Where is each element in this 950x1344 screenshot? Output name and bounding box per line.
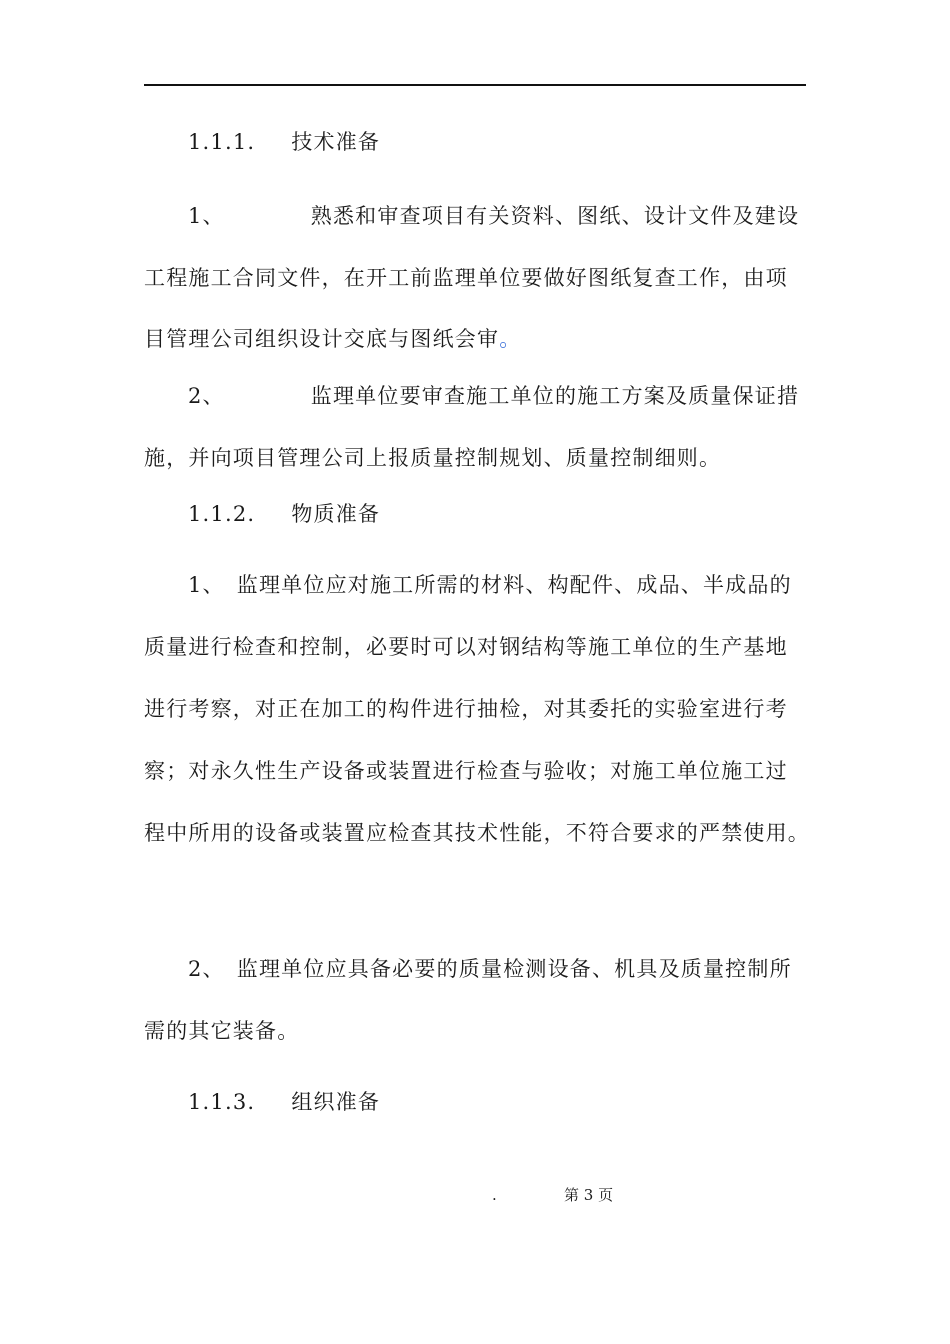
- section-heading-1-1-3: [188, 1090, 380, 1114]
- paragraph-line: 察；对永久性生产设备或装置进行检查与验收；对施工单位施工过: [144, 759, 788, 783]
- section-title: 物质准备: [291, 502, 381, 526]
- section-heading-1-1-1: [188, 130, 380, 154]
- item-number: 1、: [188, 573, 225, 597]
- page-number: 第 3 页: [564, 1186, 614, 1204]
- item-number: 2、: [188, 384, 225, 408]
- section-number: 1.1.3.: [188, 1090, 256, 1114]
- paragraph-line: 进行考察，对正在加工的构件进行抽检，对其委托的实验室进行考: [144, 697, 788, 721]
- paragraph-line: 施，并向项目管理公司上报质量控制规划、质量控制细则。: [144, 446, 722, 470]
- section-title: 组织准备: [291, 1090, 381, 1114]
- header-rule: [144, 84, 806, 86]
- section-title: 技术准备: [291, 130, 381, 154]
- paragraph-line: 质量进行检查和控制，必要时可以对钢结构等施工单位的生产基地: [144, 635, 788, 659]
- section-heading-1-1-2: [188, 502, 380, 526]
- section-number: 1.1.2.: [188, 502, 256, 526]
- paragraph-line: 目管理公司组织设计交底与图纸会审。: [144, 327, 522, 351]
- paragraph-line: 1、 熟悉和审查项目有关资料、图纸、设计文件及建设: [188, 204, 800, 228]
- paragraph-line: 需的其它装备。: [144, 1019, 300, 1043]
- section-number: 1.1.1.: [188, 130, 256, 154]
- item-number: 1、: [188, 204, 225, 228]
- paragraph-line: 工程施工合同文件，在开工前监理单位要做好图纸复查工作，由项: [144, 266, 788, 290]
- paragraph-line: 2、 监理单位要审查施工单位的施工方案及质量保证措: [188, 384, 800, 408]
- footer-dot: .: [492, 1186, 497, 1204]
- paragraph-line: 2、 监理单位应具备必要的质量检测设备、机具及质量控制所: [188, 957, 792, 981]
- item-number: 2、: [188, 957, 225, 981]
- blue-period: 。: [499, 327, 522, 351]
- paragraph-line: 1、 监理单位应对施工所需的材料、构配件、成品、半成品的: [188, 573, 792, 597]
- paragraph-line: 程中所用的设备或装置应检查其技术性能，不符合要求的严禁使用。: [144, 821, 810, 845]
